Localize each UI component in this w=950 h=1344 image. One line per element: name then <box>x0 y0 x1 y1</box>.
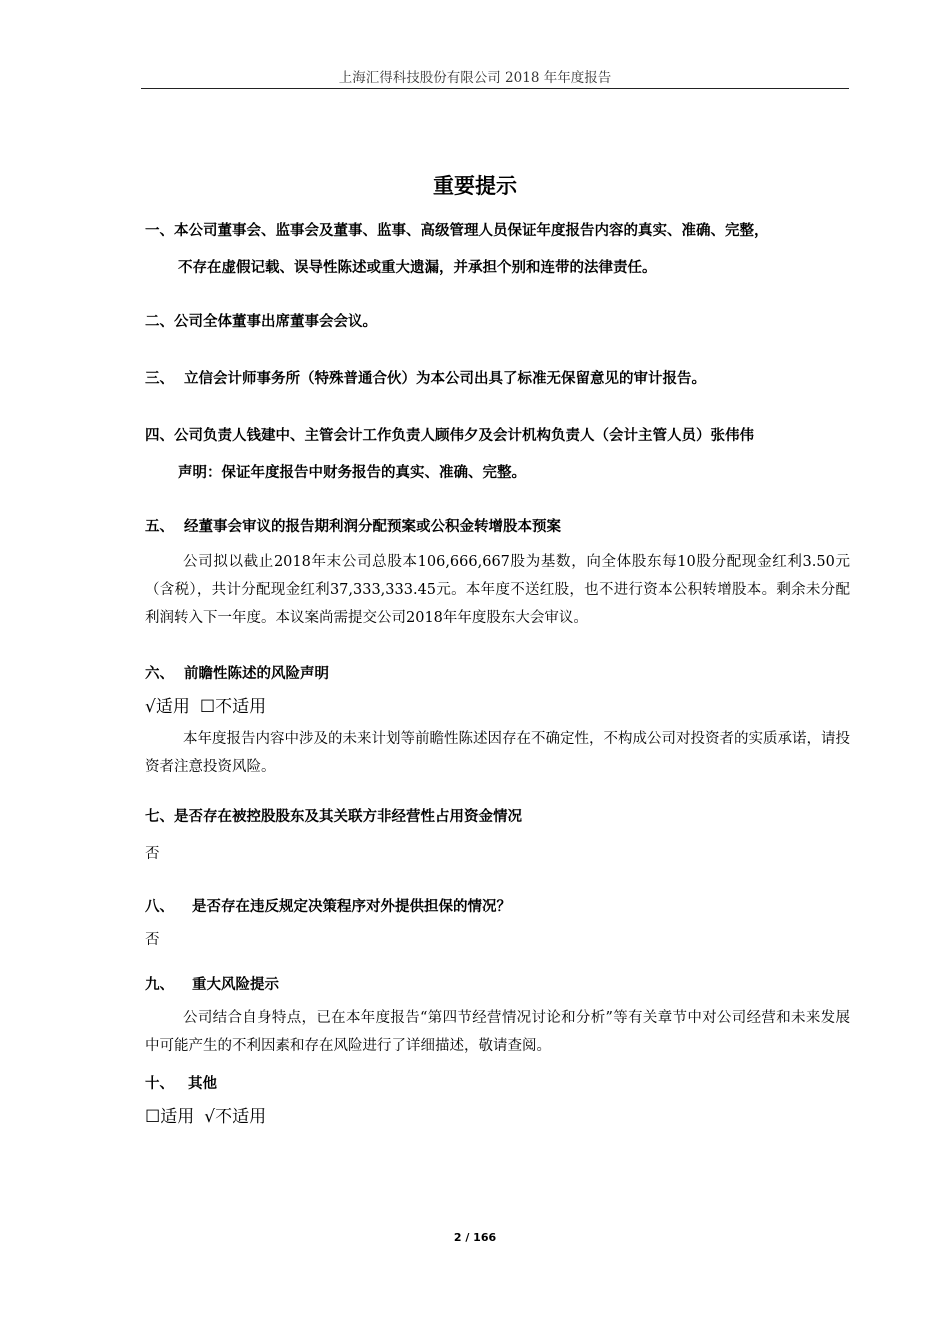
section-10-heading: 其他 <box>188 1076 217 1092</box>
section-5 <box>145 509 850 632</box>
section-10-not-applicable-checked: √不适用 <box>204 1107 267 1127</box>
section-4-line2: 声明：保证年度报告中财务报告的真实、准确、完整。 <box>178 465 526 481</box>
running-header: 上海汇得科技股份有限公司 2018 年年度报告 <box>338 70 612 86</box>
section-6-not-applicable-unchecked: ☐不适用 <box>199 697 267 717</box>
section-3-number: 三、 <box>145 371 174 387</box>
section-1-line1: 本公司董事会、监事会及董事、监事、高级管理人员保证年度报告内容的真实、准确、完整， <box>174 223 769 239</box>
section-9-body: 公司结合自身特点，已在本年度报告“第四节经营情况讨论和分析”等有关章节中对公司经营和未来发展中可能产生的不利因素和存在风险进行了详细描述，敬请查阅。 <box>145 1010 850 1054</box>
section-7-number: 七、 <box>145 809 174 825</box>
page-title: 重要提示 <box>433 174 517 198</box>
section-7-heading: 是否存在被控股股东及其关联方非经营性占用资金情况 <box>174 809 522 825</box>
section-10-number: 十、 <box>145 1076 174 1092</box>
section-4-line1: 公司负责人钱建中、主管会计工作负责人顾伟夕及会计机构负责人（会计主管人员）张伟伟 <box>174 428 754 444</box>
section-10 <box>145 1066 850 1131</box>
section-2 <box>145 304 850 341</box>
section-1-number: 一、 <box>145 223 174 239</box>
section-4 <box>145 418 850 492</box>
section-2-number: 二、 <box>145 314 174 330</box>
section-1-line2: 不存在虚假记载、误导性陈述或重大遗漏，并承担个别和连带的法律责任。 <box>178 260 657 276</box>
section-3 <box>145 361 850 398</box>
section-1 <box>145 213 850 287</box>
section-9-heading: 重大风险提示 <box>192 977 279 993</box>
section-9 <box>145 967 850 1060</box>
section-7 <box>145 799 850 868</box>
section-6-applicable-checked: √适用 <box>145 697 190 717</box>
section-10-checkboxes <box>145 1103 850 1131</box>
section-10-applicable-unchecked: ☐适用 <box>145 1107 195 1127</box>
section-6-body: 本年度报告内容中涉及的未来计划等前瞻性陈述因存在不确定性，不构成公司对投资者的实质承诺，请投资者注意投资风险。 <box>145 731 850 775</box>
section-2-heading: 公司全体董事出席董事会会议。 <box>174 314 377 330</box>
section-8-number: 八、 <box>145 899 174 915</box>
section-4-number: 四、 <box>145 428 174 444</box>
section-3-heading: 立信会计师事务所（特殊普通合伙）为本公司出具了标准无保留意见的审计报告。 <box>184 371 706 387</box>
section-6-checkboxes <box>145 693 850 721</box>
section-6 <box>145 656 850 781</box>
section-6-number: 六、 <box>145 666 174 682</box>
section-5-number: 五、 <box>145 519 174 535</box>
header-rule <box>141 88 849 89</box>
section-8-answer: 否 <box>145 932 160 948</box>
section-8-heading: 是否存在违反规定决策程序对外提供担保的情况？ <box>192 899 511 915</box>
section-9-number: 九、 <box>145 977 174 993</box>
section-5-body: 公司拟以截止2018年末公司总股本106,666,667股为基数，向全体股东每10股分配现金红利3.50元（含税），共计分配现金红利37,333,333.45元。本年度不送红股，也不进行资本公积转增股本。剩余未分配利润转入下一年度。本议案尚需提交公司2018年年度股东大会审议。 <box>145 554 850 626</box>
section-5-heading: 经董事会审议的报告期利润分配预案或公积金转增股本预案 <box>184 519 561 535</box>
page-number: 2 / 166 <box>453 1231 497 1244</box>
section-6-heading: 前瞻性陈述的风险声明 <box>184 666 329 682</box>
section-7-answer: 否 <box>145 846 160 862</box>
section-8 <box>145 889 850 954</box>
